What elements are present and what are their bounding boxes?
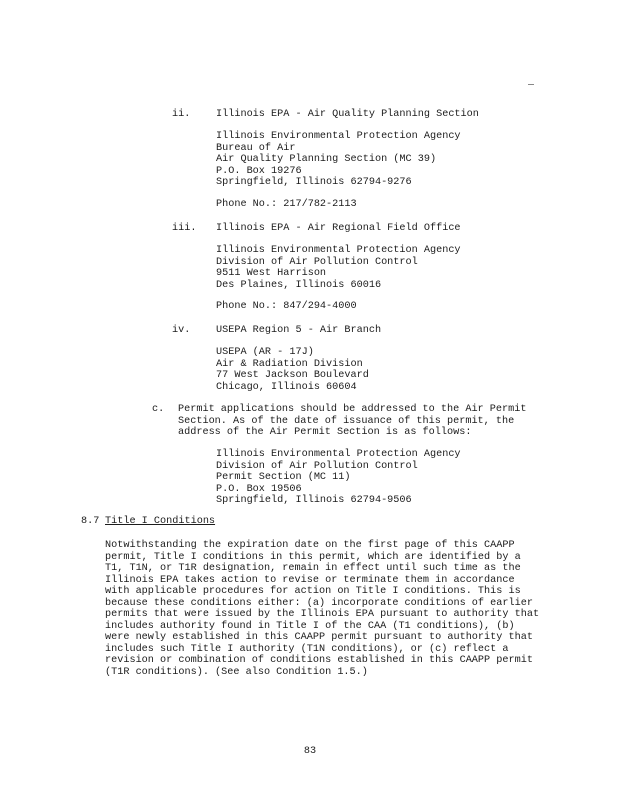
entry-phone: Phone No.: 217/782-2113 <box>216 199 357 210</box>
body-line: includes such Title I authority (T1N conditions), or (c) reflect a <box>105 643 509 655</box>
entry-heading: USEPA Region 5 - Air Branch <box>216 325 382 336</box>
address-line: 9511 West Harrison <box>216 268 327 279</box>
scan-mark <box>528 84 534 85</box>
address-line: Springfield, Illinois 62794-9506 <box>216 495 412 506</box>
address-line: Air & Radiation Division <box>216 358 363 370</box>
entry-number: ii. <box>172 109 191 120</box>
permit-section-address <box>216 449 461 507</box>
address-line: Division of Air Pollution Control <box>216 460 418 472</box>
address-line: Illinois Environmental Protection Agency <box>216 245 461 256</box>
entry-number: iii. <box>172 223 197 234</box>
body-line: T1, T1N, or T1R designation, remain in effect until such time as the <box>105 563 521 574</box>
body-line: includes authority found in Title I of the CAA (T1 conditions), (b) <box>105 620 515 632</box>
entry-heading: Illinois EPA - Air Regional Field Office <box>216 223 461 234</box>
entry-address <box>216 131 461 189</box>
address-line: USEPA (AR - 17J) <box>216 347 314 358</box>
text-line: address of the Air Permit Section is as follows: <box>178 427 472 438</box>
paragraph-label: c. <box>152 404 165 415</box>
body-line: revision or combination of conditions established in this CAAPP permit <box>105 655 533 666</box>
address-line: P.O. Box 19506 <box>216 483 302 495</box>
text-line: Section. As of the date of issuance of this permit, the <box>178 415 515 427</box>
body-line: Notwithstanding the expiration date on the first page of this CAAPP <box>105 540 515 551</box>
page-number: 83 <box>303 746 317 757</box>
entry-number: iv. <box>172 325 191 336</box>
entry-address <box>216 245 461 291</box>
address-line: Bureau of Air <box>216 142 296 154</box>
section-title: Title I Conditions <box>105 516 216 527</box>
paragraph-text <box>178 404 526 439</box>
address-line: Springfield, Illinois 62794-9276 <box>216 177 412 188</box>
section-body <box>105 540 539 678</box>
body-line: permits that were issued by the Illinois EPA pursuant to authority that <box>105 609 540 620</box>
address-line: Permit Section (MC 11) <box>216 472 351 483</box>
address-line: Air Quality Planning Section (MC 39) <box>216 154 437 165</box>
address-line: Des Plaines, Illinois 60016 <box>216 279 382 291</box>
address-line: Division of Air Pollution Control <box>216 256 418 268</box>
entry-phone: Phone No.: 847/294-4000 <box>216 301 357 312</box>
body-line: were newly established in this CAAPP permit pursuant to authority that <box>105 632 533 643</box>
entry-heading: Illinois EPA - Air Quality Planning Section <box>216 109 479 120</box>
address-line: Illinois Environmental Protection Agency <box>216 449 461 460</box>
address-line: Chicago, Illinois 60604 <box>216 381 357 393</box>
address-line: Illinois Environmental Protection Agency <box>216 131 461 142</box>
section-number: 8.7 <box>81 516 100 527</box>
entry-address <box>216 347 369 393</box>
address-line: P.O. Box 19276 <box>216 165 302 177</box>
body-line: Illinois EPA takes action to revise or terminate them in accordance <box>105 574 515 586</box>
body-line: with applicable procedures for action on Title I conditions. This is <box>105 586 521 597</box>
body-line: permit, Title I conditions in this permit, which are identified by a <box>105 551 521 563</box>
text-line: Permit applications should be addressed to the Air Permit <box>178 404 527 415</box>
body-line: because these conditions either: (a) incorporate conditions of earlier <box>105 597 533 609</box>
body-line: (T1R conditions). (See also Condition 1.5.) <box>105 666 368 678</box>
address-line: 77 West Jackson Boulevard <box>216 370 369 381</box>
